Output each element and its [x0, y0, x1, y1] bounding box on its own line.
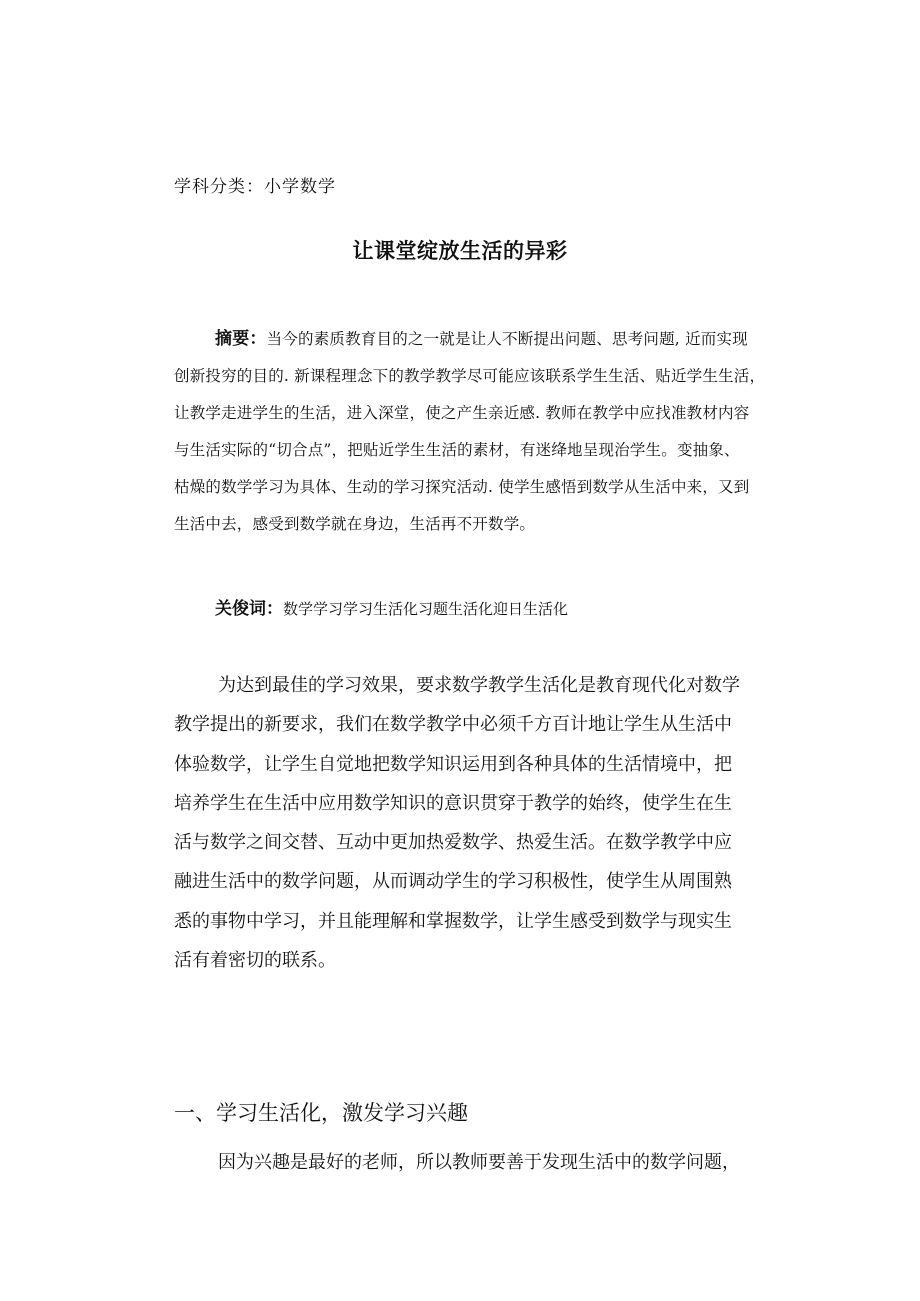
abstract-line: 创新投穷的目的. 新课程理念下的教学教学尽可能应该联系学生生活、贴近学生生活，: [174, 367, 766, 385]
keywords-text: 数学学习学习生活化习题生活化迎日生活化: [283, 600, 569, 618]
intro-paragraph: [174, 672, 804, 986]
keywords-section: [215, 594, 568, 619]
subject-classification: 学科分类：小学数学: [174, 177, 336, 197]
abstract-text: 当今的素质教育目的之一就是让人不断提出问题、思考问题, 近而实现: [266, 330, 748, 348]
paragraph-line: 融进生活中的数学问题，从而调动学生的学习积极性，使学生从周围熟: [174, 871, 732, 893]
section-heading: 一、学习生活化，激发学习兴趣: [174, 1101, 468, 1125]
abstract-label: 摘要: [215, 329, 250, 349]
document-title: 让课堂绽放生活的异彩: [352, 239, 568, 263]
abstract-line: [174, 326, 794, 363]
paragraph-line: 为达到最佳的学习效果，要求数学教学生活化是教育现代化对数学: [218, 675, 740, 696]
paragraph-line: 活有着密切的联系。: [174, 950, 336, 972]
paragraph-line: 培养学生在生活中应用数学知识的意识贯穿于教学的始终，使学生在生: [174, 792, 732, 814]
section-paragraph-line: 因为兴趣是最好的老师，所以教师要善于发现生活中的数学问题，: [218, 1152, 740, 1173]
keywords-label: 关俊词: [215, 599, 266, 619]
abstract-line: 让教学走进学生的生活，进入深堂，使之产生亲近感. 教师在教学中应找准教材内容: [174, 404, 750, 422]
paragraph-line: 教学提出的新要求，我们在数学教学中必须千方百计地让学生从生活中: [174, 714, 732, 736]
paragraph-line: 活与数学之间交替、互动中更加热爱数学、热爱生活。在数学教学中应: [174, 832, 732, 854]
paragraph-line: 体验数学，让学生自觉地把数学知识运用到各种具体的生活情境中，把: [174, 753, 732, 775]
abstract-line: 生活中去，感受到数学就在身边，生活再不开数学。: [174, 515, 536, 533]
abstract-section: [174, 326, 794, 548]
abstract-line: 枯燥的数学学习为具体、生动的学习探究活动. 使学生感悟到数学从生活中来，又到: [174, 478, 750, 496]
keywords-colon: ：: [266, 599, 283, 619]
paragraph-line: 悉的事物中学习，并且能理解和掌握数学，让学生感受到数学与现实生: [174, 910, 732, 932]
abstract-line: 与生活实际的“切合点”，把贴近学生生活的素材，有迷绛地呈现治学生。变抽象、: [174, 441, 740, 459]
abstract-colon: ：: [249, 329, 267, 349]
